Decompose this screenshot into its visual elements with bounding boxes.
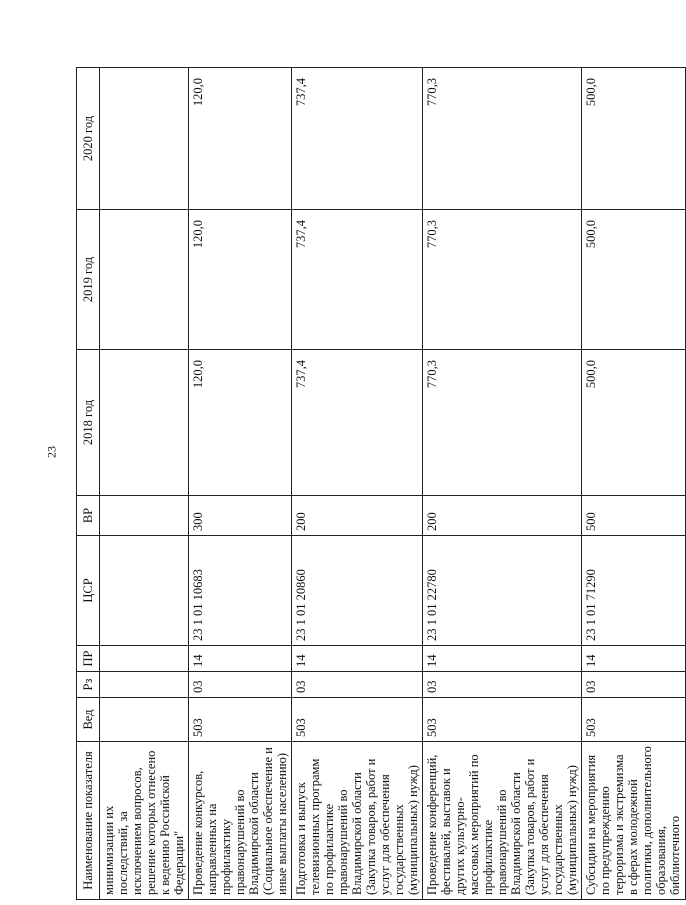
rotated-table-wrapper [76,68,682,900]
cell-2018: 120,0 [189,350,292,496]
cell-2020: 737,4 [292,68,423,210]
cell-2019: 770,3 [423,210,582,350]
cell-2019: 737,4 [292,210,423,350]
cell-vr: 300 [189,496,292,536]
cell-name: Подготовка и выпуск телевизионных программ по профилактике правонарушений во Владимирской области (Закупка товаров, работ и услуг для обеспечения государственных (муниципальных) нужд) [292,742,423,900]
cell-vr: 200 [423,496,582,536]
cell-pr [100,646,189,672]
cell-csr: 23 1 01 20860 [292,536,423,646]
cell-2018: 500,0 [582,350,686,496]
header-rz: Рз [77,672,100,698]
budget-table [76,67,686,900]
table-row [100,68,189,900]
cell-csr: 23 1 01 22780 [423,536,582,646]
cell-vr: 500 [582,496,686,536]
header-pr: ПР [77,646,100,672]
table-row [582,68,686,900]
cell-rz [100,672,189,698]
cell-2020 [100,68,189,210]
cell-ved: 503 [189,698,292,742]
cell-name: минимизации их последствий, за исключением вопросов, решение которых отнесено к ведению Российской Федерации" [100,742,189,900]
cell-2019: 500,0 [582,210,686,350]
cell-ved: 503 [292,698,423,742]
cell-pr: 14 [189,646,292,672]
cell-csr: 23 1 01 71290 [582,536,686,646]
cell-pr: 14 [292,646,423,672]
header-vr: ВР [77,496,100,536]
table-row [189,68,292,900]
table-row [423,68,582,900]
table-header-row [77,68,100,900]
cell-2020: 120,0 [189,68,292,210]
cell-rz: 03 [423,672,582,698]
header-csr: ЦСР [77,536,100,646]
header-2018: 2018 год [77,350,100,496]
cell-pr: 14 [423,646,582,672]
cell-ved [100,698,189,742]
cell-pr: 14 [582,646,686,672]
cell-ved: 503 [423,698,582,742]
cell-rz: 03 [582,672,686,698]
cell-rz: 03 [292,672,423,698]
cell-2019: 120,0 [189,210,292,350]
cell-2019 [100,210,189,350]
cell-name: Проведение конкурсов, направленных на профилактику правонарушений во Владимирской области (Социальное обеспечение и иные выплаты населению) [189,742,292,900]
cell-csr: 23 1 01 10683 [189,536,292,646]
cell-2018 [100,350,189,496]
cell-2020: 770,3 [423,68,582,210]
cell-vr: 200 [292,496,423,536]
header-ved: Вед [77,698,100,742]
cell-rz: 03 [189,672,292,698]
table-row [292,68,423,900]
header-2019: 2019 год [77,210,100,350]
cell-csr [100,536,189,646]
cell-2018: 770,3 [423,350,582,496]
cell-name: Субсидии на мероприятия по предупреждению терроризма и экстремизма в сферах молодежной политики, дополнительного образования, библиотечного [582,742,686,900]
header-name: Наименование показателя [77,742,100,900]
cell-name: Проведение конференций, фестивалей, выставок и других культурно-массовых мероприятий по профилактике правонарушений во Владимирской области (Закупка товаров, работ и услуг для обеспечения государственных (муниципальных) нужд) [423,742,582,900]
cell-2020: 500,0 [582,68,686,210]
cell-2018: 737,4 [292,350,423,496]
document-sheet [76,68,682,900]
cell-vr [100,496,189,536]
page-number: 23 [44,446,59,458]
header-2020: 2020 год [77,68,100,210]
cell-ved: 503 [582,698,686,742]
